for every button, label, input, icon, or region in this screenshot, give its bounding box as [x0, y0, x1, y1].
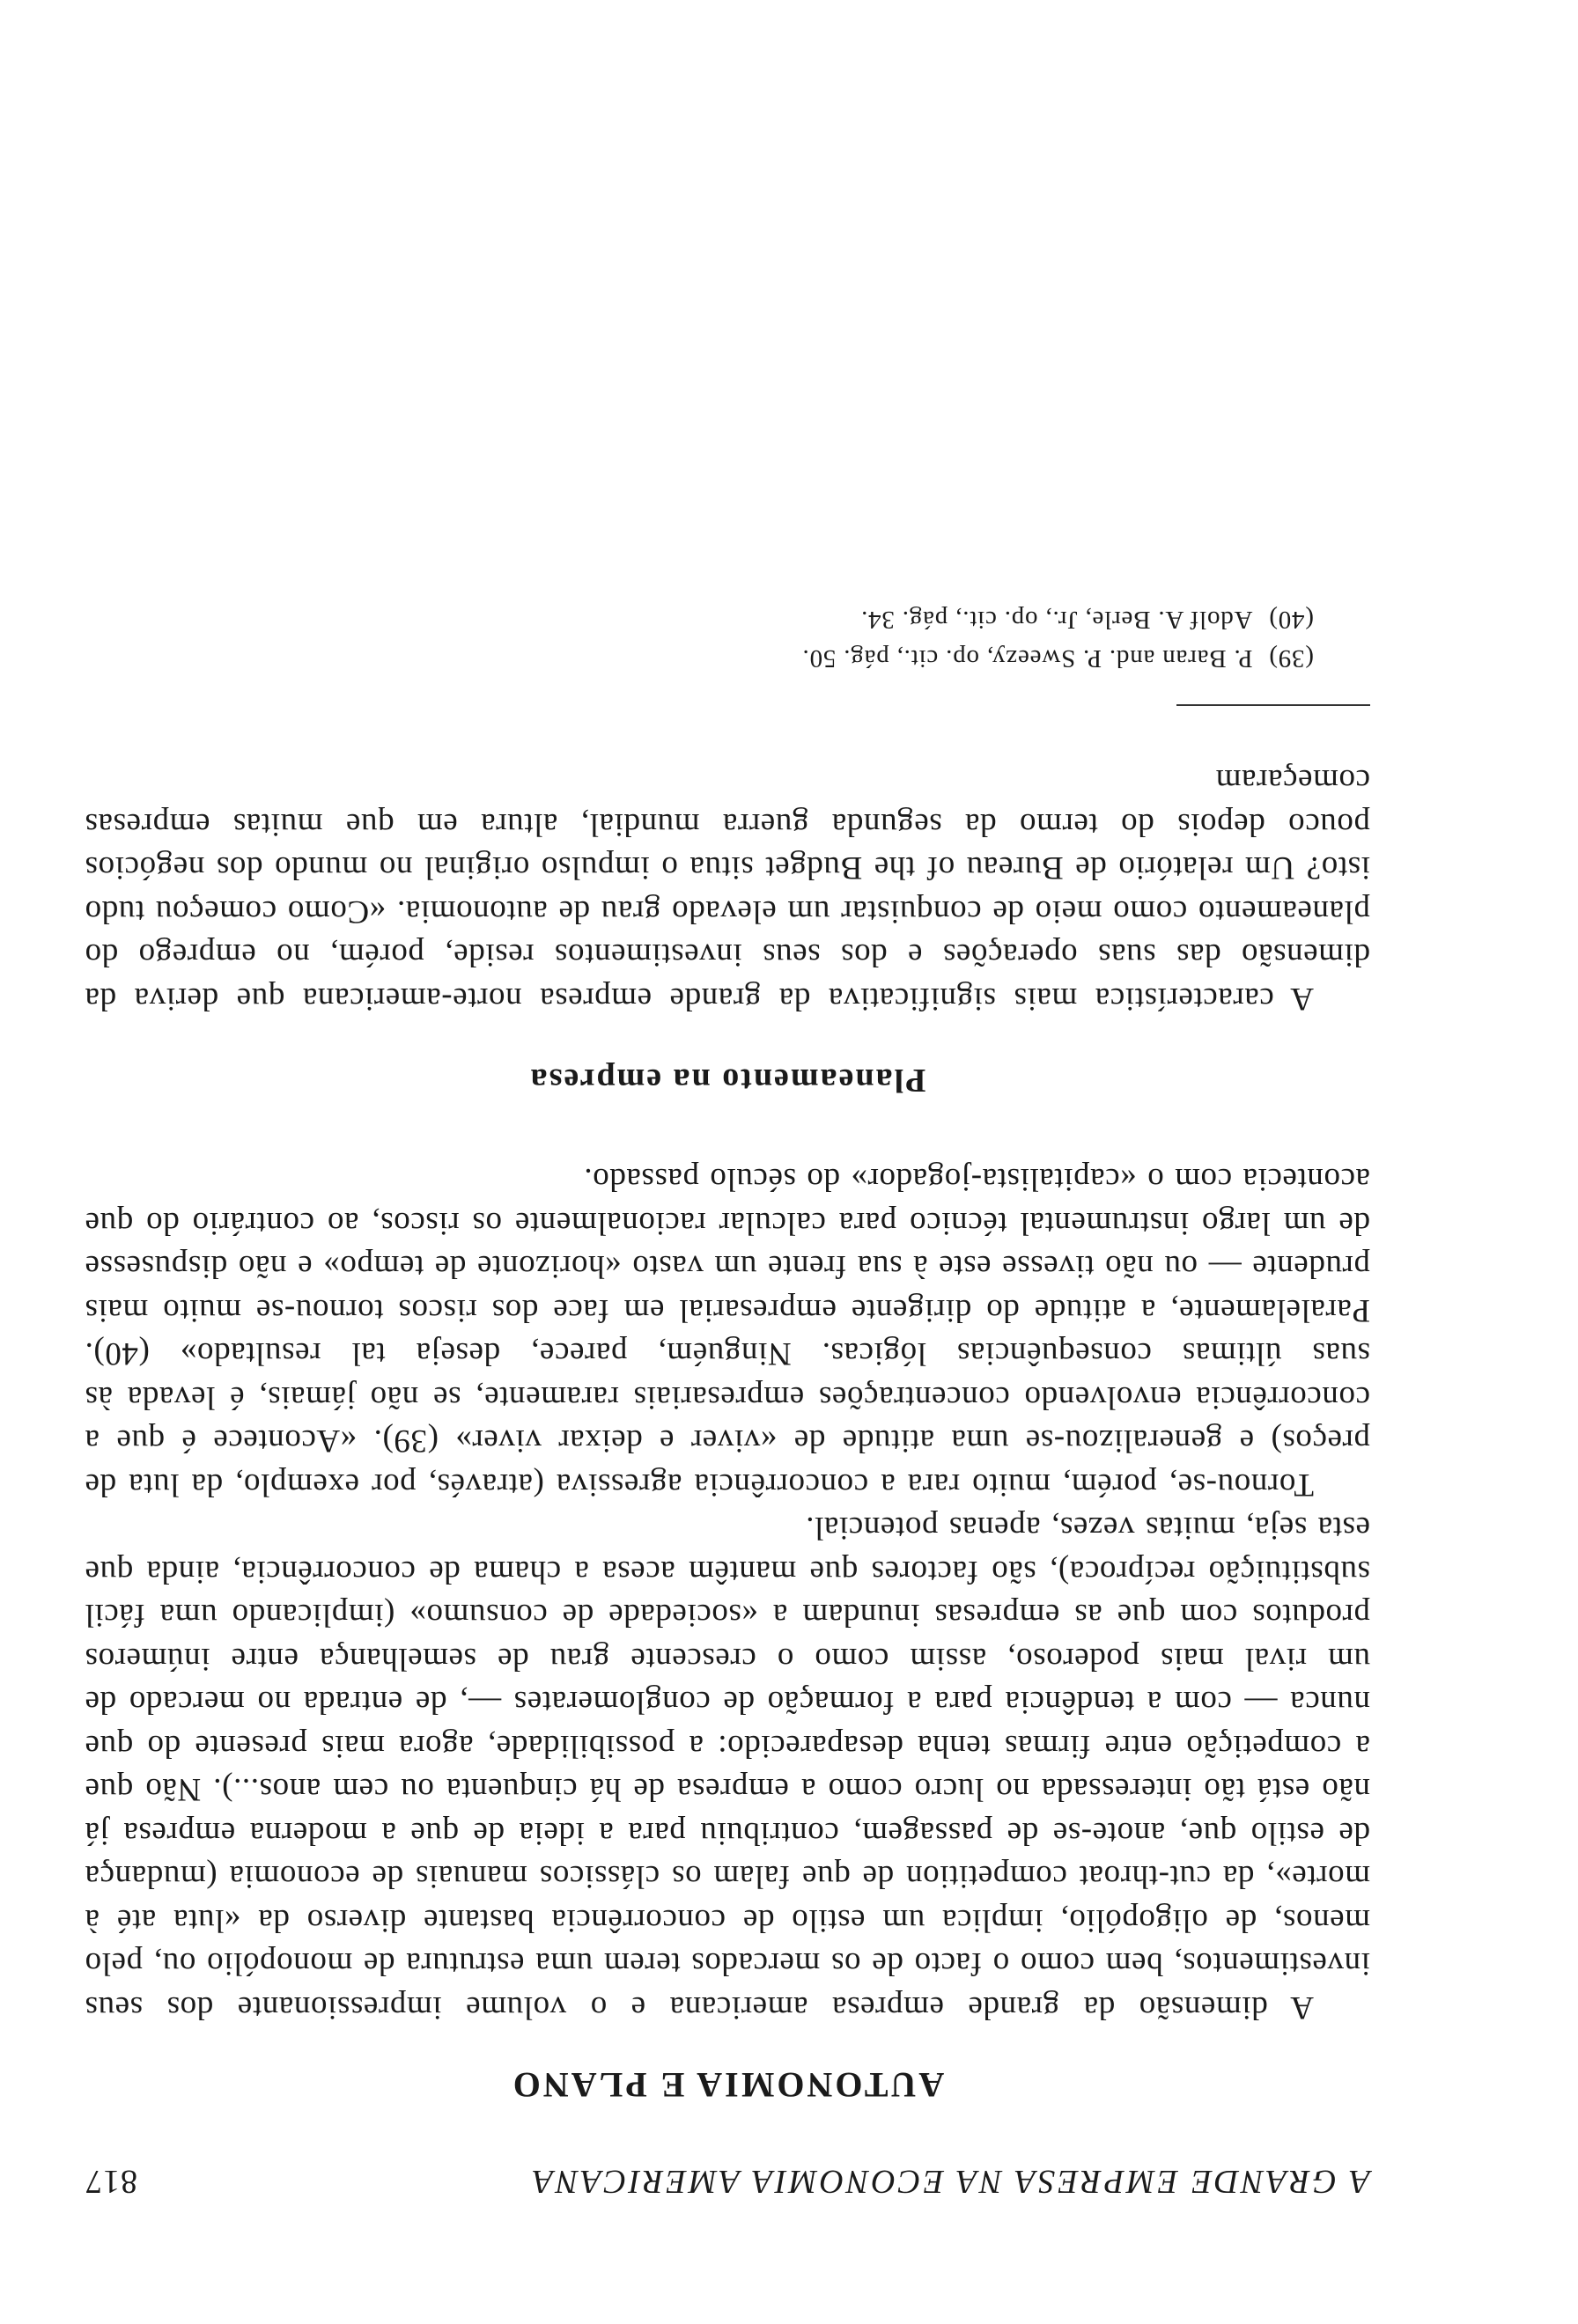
chapter-title: AUTONOMIA E PLANO [510, 2065, 945, 2105]
footnote-number: (40) [1268, 606, 1314, 634]
page-content [85, 600, 1370, 2201]
body-paragraph: A dimensão da grande empresa americana e o volume impressionante dos seus investimentos, bem como o facto de os mercados terem uma estrutura de monopólio ou, pelo menos, de oligopólio, implica um estilo de concorrência bastante diverso da «luta até à morte», da cut-throat competition de que falam os clássicos manuais de economia (mudança de estilo que, anote-se de passagem, contribuiu para a ideia de que a moderna empresa já não está tão interessada no lucro como a empresa de há cinquenta ou cem anos...). Não que a competição entre firmas tenha desaparecido: a possibilidade, agora mais presente do que nunca — com a tendência para a formação de conglomerates —, de entrada no mercado de um rival mais poderoso, assim como o crescente grau de semelhança entre inúmeros produtos com que as empresas inundam a «sociedade de consumo» (implicando uma fácil substituição recíproca), são factores que mantêm acesa a chama de concorrência, ainda que esta seja, muitas vezes, apenas potencial. [85, 1510, 1370, 2026]
running-head [85, 2162, 1370, 2201]
footnote-text: P. Baran and. P. Sweezy, op. cit., pág. 50. [801, 644, 1253, 673]
footnote-rule [1176, 704, 1370, 706]
section-title: Planeamento na empresa [528, 1062, 926, 1099]
footnotes [85, 600, 1370, 678]
footnote [85, 600, 1370, 639]
footnote-text: Adolf A. Berle, Jr., op. cit., pág. 34. [860, 606, 1253, 634]
section-paragraph: A característica mais significativa da grande empresa norte-americana que deriva da dimensão das suas operações e dos seus investimentos reside, porém, no emprego do planeamento como meio de conquistar um elevado grau de autonomia. «Como começou tudo isto? Um relatório de Bureau of the Budget situa o impulso original no mundo dos negócios pouco depois do termo da segunda guerra mundial, altura em que muitas empresas começaram [85, 762, 1370, 1017]
footnote [85, 639, 1370, 678]
page-number: 817 [85, 2163, 137, 2200]
body-paragraph: Tornou-se, porém, muito rara a concorrência agressiva (através, por exemplo, da luta de preços) e generalizou-se uma atitude de «viver e deixar viver» (39). «Acontece é que a concorrência envolvendo concentrações empresariais raramente, se não jámais, é levada às suas últimas consequências lógicas. Ninguém, parece, deseja tal resultado» (40). Paralelamente, a atitude do dirigente empresarial em face dos riscos tornou-se muito mais prudente — ou não tivesse este à sua frente um vasto «horizonte de tempo» e não dispusesse de um largo instrumental técnico para calcular racionalmente os riscos, ao contrário do que acontecia com o «capitalista-jogador» do século passado. [85, 1161, 1370, 1503]
footnote-number: (39) [1268, 644, 1314, 673]
running-head-title: A GRANDE EMPRESA NA ECONOMIA AMERICANA [530, 2163, 1370, 2200]
